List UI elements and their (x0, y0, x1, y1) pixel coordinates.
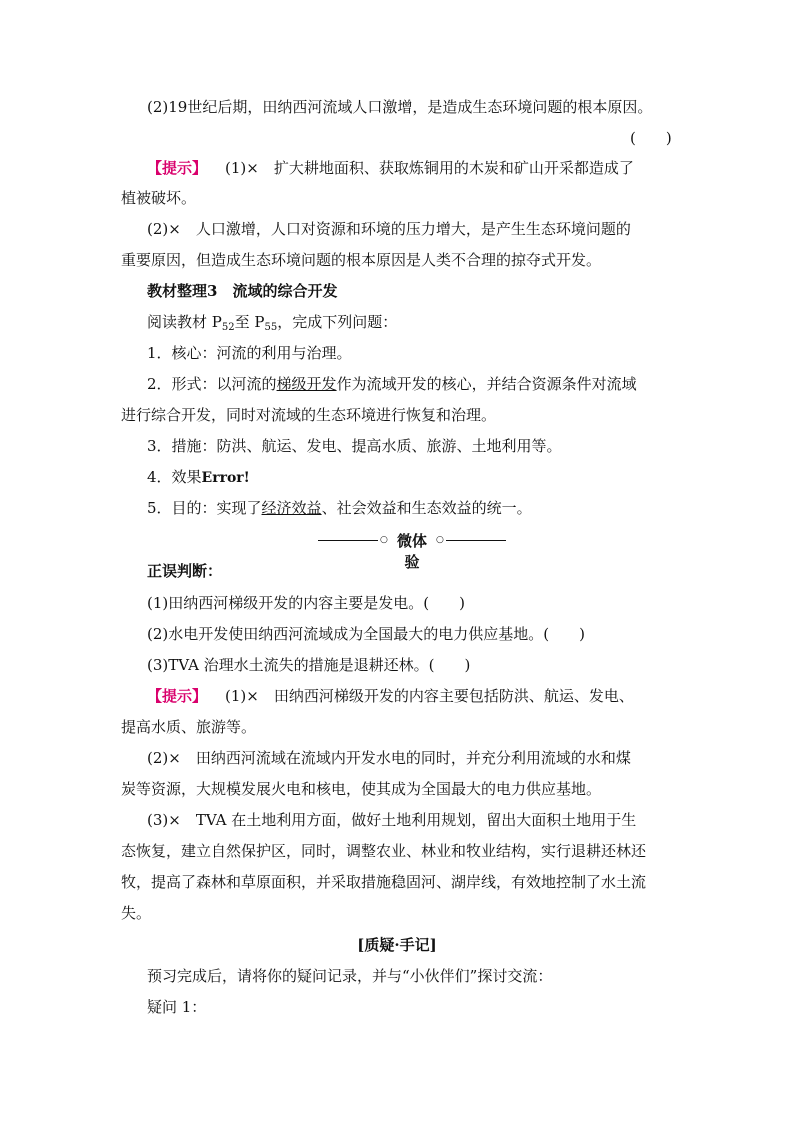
list-item-3: 3．措施：防洪、航运、发电、提高水质、旅游、土地利用等。 (147, 437, 562, 455)
true-false-item-2: (2)水电开发使田纳西河流域成为全国最大的电力供应基地。( ) (147, 625, 585, 643)
true-false-question-2: (2)19世纪后期，田纳西河流域人口激增，是造成生态环境问题的根本原因。 (147, 98, 653, 116)
page-end: 55 (264, 322, 278, 333)
tip-paragraph-1 (147, 158, 634, 178)
error-text: Error! (201, 470, 250, 486)
list-item-4 (147, 467, 250, 488)
list-item-2-cont: 进行综合开发，同时对流域的生态环境进行恢复和治理。 (121, 406, 497, 424)
tip-paragraph-5-cont: 失。 (121, 904, 152, 922)
divider-line-right (446, 540, 506, 541)
tip-paragraph-4: (2)× 田纳西河流域在流域内开发水电的同时，并充分利用流域的水和煤 (147, 749, 631, 767)
true-false-item-3: (3)TVA 治理水土流失的措施是退耕还林。( ) (147, 656, 471, 674)
read-mid: 至 P (234, 313, 265, 331)
tip-text: (1)× 扩大耕地面积、获取炼铜用的木炭和矿山开采都造成了 (225, 159, 634, 177)
tip-paragraph-3-cont: 提高水质、旅游等。 (121, 718, 257, 736)
list-item-5 (147, 498, 532, 518)
list-item-1: 1．核心：河流的利用与治理。 (147, 344, 352, 362)
reading-instruction (147, 312, 397, 332)
tip-paragraph-5-cont: 态恢复，建立自然保护区，同时，调整农业、林业和牧业结构，实行退耕还林还 (121, 842, 647, 860)
item2-pre: 2．形式：以河流的 (147, 375, 277, 393)
tip-paragraph-3 (147, 686, 634, 706)
page-start: 52 (221, 322, 235, 333)
divider-dot-icon: ○ (436, 535, 444, 545)
tip-paragraph-5: (3)× TVA 在土地利用方面，做好土地利用规划，留出大面积土地用于生 (147, 811, 637, 829)
tip-paragraph-1-cont: 植被破坏。 (121, 189, 197, 207)
true-false-title: 正误判断： (147, 562, 223, 580)
question-1-label: 疑问 1： (147, 998, 207, 1016)
true-false-item-1: (1)田纳西河梯级开发的内容主要是发电。( ) (147, 594, 465, 612)
divider-label: 微体验 (396, 532, 427, 571)
divider-dot-icon: ○ (380, 535, 388, 545)
item5-post: 、社会效益和生态效益的统一。 (321, 499, 532, 517)
tip-text: (1)× 田纳西河梯级开发的内容主要包括防洪、航运、发电、 (225, 687, 634, 705)
read-suffix: ，完成下列问题： (277, 313, 398, 331)
section-title: 教材整理3 流域的综合开发 (147, 282, 338, 300)
divider-line-left (318, 540, 378, 541)
fill-blank-answer: 梯级开发 (276, 375, 337, 393)
notes-title: [质疑·手记] (357, 936, 437, 954)
item5-pre: 5．目的：实现了 (147, 499, 262, 517)
read-prefix: 阅读教材 P (147, 313, 222, 331)
answer-bracket: ( ) (630, 129, 672, 147)
item2-post: 作为流域开发的核心，并结合资源条件对流域 (336, 375, 637, 393)
tip-paragraph-2: (2)× 人口激增，人口对资源和环境的压力增大，是产生生态环境问题的 (147, 220, 631, 238)
item4-pre: 4．效果 (147, 468, 202, 486)
section-divider (318, 530, 506, 571)
tip-paragraph-4-cont: 炭等资源，大规模发展火电和核电，使其成为全国最大的电力供应基地。 (121, 780, 602, 798)
tip-label: 【提示】 (147, 159, 208, 177)
fill-blank-answer: 经济效益 (261, 499, 322, 517)
tip-label: 【提示】 (147, 687, 208, 705)
list-item-2 (147, 374, 637, 394)
tip-paragraph-2-cont: 重要原因，但造成生态环境问题的根本原因是人类不合理的掠夺式开发。 (121, 251, 602, 269)
notes-intro: 预习完成后，请将你的疑问记录，并与“小伙伴们”探讨交流： (147, 967, 553, 985)
tip-paragraph-5-cont: 牧，提高了森林和草原面积，并采取措施稳固河、湖岸线，有效地控制了水土流 (121, 873, 647, 891)
